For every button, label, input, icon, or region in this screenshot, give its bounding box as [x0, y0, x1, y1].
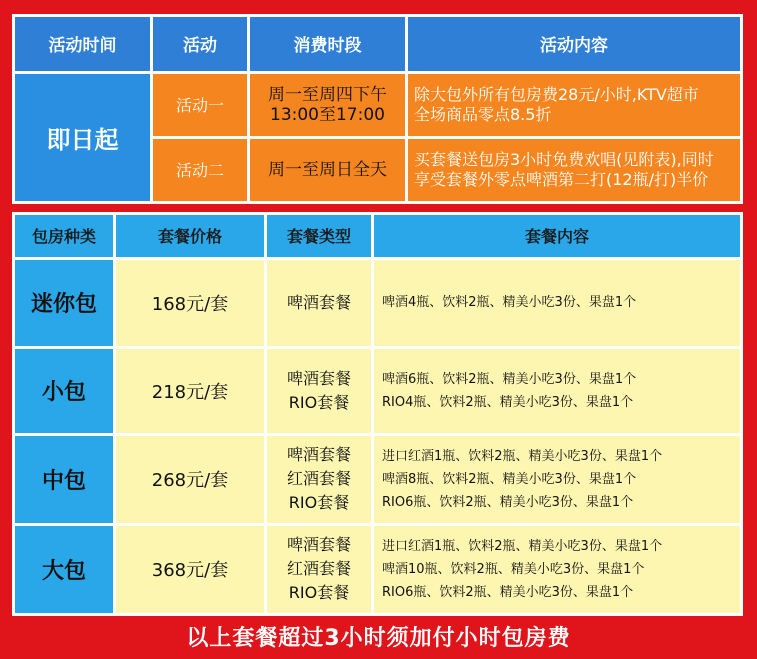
- activity-table-panel: [12, 14, 743, 204]
- activity-1-time: [250, 74, 405, 136]
- type-large-3: RIO套餐: [288, 583, 350, 603]
- header-package-type: 套餐类型: [267, 215, 371, 257]
- room-mini: 迷你包: [15, 260, 113, 346]
- content-mini-1: 啤酒4瓶、饮料2瓶、精美小吃3份、果盘1个: [382, 295, 637, 311]
- type-mini-1: 啤酒套餐: [286, 292, 351, 312]
- content-large-2: 啤酒10瓶、饮料2瓶、精美小吃3份、果盘1个: [382, 561, 645, 577]
- contents-mini: [374, 260, 740, 346]
- room-medium: 中包: [15, 436, 113, 523]
- room-large: 大包: [15, 526, 113, 613]
- type-medium-2: 红酒套餐: [286, 469, 351, 489]
- type-large-1: 啤酒套餐: [286, 535, 351, 555]
- room-small: 小包: [15, 349, 113, 433]
- content-small-1: 啤酒6瓶、饮料2瓶、精美小吃3份、果盘1个: [382, 371, 637, 387]
- header-room-type: 包房种类: [15, 215, 113, 257]
- header-time-period: 消费时段: [250, 17, 405, 71]
- price-large: 368元/套: [116, 526, 264, 613]
- types-medium: [267, 436, 371, 523]
- content-medium-3: RIO6瓶、饮料2瓶、精美小吃3份、果盘1个: [382, 494, 634, 510]
- since-today: 即日起: [15, 74, 150, 201]
- content-medium-2: 啤酒8瓶、饮料2瓶、精美小吃3份、果盘1个: [382, 471, 637, 487]
- activity-2-content-line-2: 享受套餐外零点啤酒第二打(12瓶/打)半价: [414, 169, 709, 189]
- content-large-1: 进口红酒1瓶、饮料2瓶、精美小吃3份、果盘1个: [382, 538, 663, 554]
- type-small-2: RIO套餐: [288, 392, 350, 412]
- activity-1-name: 活动一: [153, 74, 247, 136]
- footer-note: 以上套餐超过3小时须加付小时包房费: [186, 626, 571, 651]
- activity-2-content-line-1: 买套餐送包房3小时免费欢唱(见附表),同时: [414, 149, 714, 169]
- price-medium: 268元/套: [116, 436, 264, 523]
- content-small-2: RIO4瓶、饮料2瓶、精美小吃3份、果盘1个: [382, 394, 634, 410]
- type-small-1: 啤酒套餐: [286, 368, 351, 388]
- types-small: [267, 349, 371, 433]
- header-activity-time: 活动时间: [15, 17, 150, 71]
- activity-1-content-line-2: 全场商品零点8.5折: [414, 104, 552, 124]
- type-medium-1: 啤酒套餐: [286, 445, 351, 465]
- type-large-2: 红酒套餐: [286, 559, 351, 579]
- activity-2-time-line-1: 周一至周日全天: [268, 159, 387, 180]
- price-mini: 168元/套: [116, 260, 264, 346]
- header-activity: 活动: [153, 17, 247, 71]
- content-large-3: RIO6瓶、饮料2瓶、精美小吃3份、果盘1个: [382, 584, 634, 600]
- header-activity-content: 活动内容: [408, 17, 740, 71]
- activity-1-time-line-2: 13:00至17:00: [270, 104, 385, 125]
- price-small: 218元/套: [116, 349, 264, 433]
- contents-large: [374, 526, 740, 613]
- content-medium-1: 进口红酒1瓶、饮料2瓶、精美小吃3份、果盘1个: [382, 448, 663, 464]
- type-medium-3: RIO套餐: [288, 493, 350, 513]
- package-table: [12, 212, 743, 616]
- activity-1-content: [408, 74, 740, 136]
- package-table-panel: [12, 212, 743, 616]
- header-package-content: 套餐内容: [374, 215, 740, 257]
- activity-1-content-line-1: 除大包外所有包房费28元/小时,KTV超市: [414, 84, 699, 104]
- types-large: [267, 526, 371, 613]
- types-mini: [267, 260, 371, 346]
- activity-2-name: 活动二: [153, 139, 247, 201]
- activity-2-time: [250, 139, 405, 201]
- activity-1-time-line-1: 周一至周四下午: [268, 84, 387, 105]
- contents-medium: [374, 436, 740, 523]
- activity-table: [12, 14, 743, 204]
- activity-2-content: [408, 139, 740, 201]
- contents-small: [374, 349, 740, 433]
- header-package-price: 套餐价格: [116, 215, 264, 257]
